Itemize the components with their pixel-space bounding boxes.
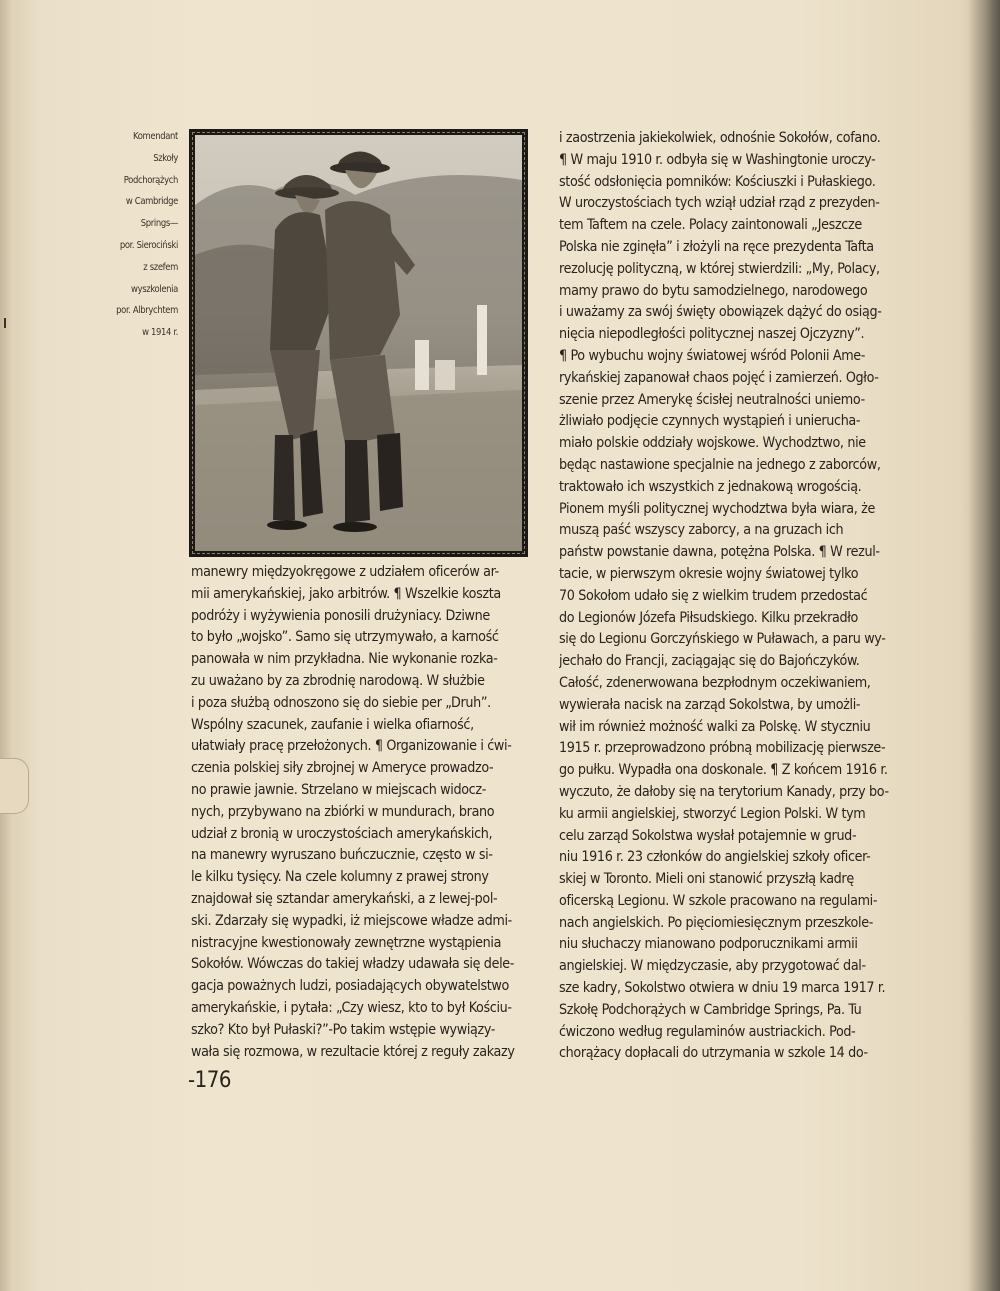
photograph-two-officers	[195, 135, 522, 551]
text-line: to było „wojsko”. Samo się utrzymywało, a karność	[191, 629, 499, 646]
text-line: podróży i wyżywienia ponosili drużyniacy. Dziwne	[191, 607, 490, 624]
text-line: ćwiczono według regulaminów austriackich. Pod-	[559, 1023, 856, 1040]
text-line: nięcia niepodległości politycznej naszej Ojczyzny”.	[559, 326, 865, 343]
caption-line: z szefem	[143, 261, 178, 273]
caption-line: Szkoły	[153, 152, 178, 164]
text-line: nistracyjne kwestionowały zewnętrzne wystąpienia	[191, 934, 502, 951]
text-line: tacie, w pierwszym okresie wojny światowej tylko	[559, 565, 859, 582]
text-line: i poza służbą odnoszono się do siebie per „Druh”.	[191, 694, 491, 711]
caption-line: Springs—	[140, 218, 178, 230]
caption-line: w 1914 r.	[142, 327, 178, 339]
text-line: do Legionów Józefa Piłsudskiego. Kilku przekradło	[559, 609, 858, 626]
text-line: stość odsłonięcia pomników: Kościuszki i Pułaskiego.	[559, 173, 876, 190]
text-line: le kilku tysięcy. Na czele kolumny z prawej strony	[191, 869, 489, 886]
text-line: 70 Sokołom udało się z wielkim trudem przedostać	[559, 587, 868, 604]
text-line: skiej w Toronto. Mieli oni stanowić przyszłą kadrę	[559, 871, 854, 888]
text-line: 1915 r. przeprowadzono próbną mobilizację pierwsze-	[559, 740, 886, 757]
text-line: udział z bronią w uroczystościach amerykańskich,	[191, 825, 493, 842]
text-line: czenia polskiej siły zbrojnej w Ameryce prowadzo-	[191, 760, 494, 777]
text-line: ski. Zdarzały się wypadki, iż miejscowe władze admi-	[191, 912, 512, 929]
caption-line: Podchorążych	[123, 174, 178, 186]
text-line: wała się rozmowa, w rezultacie której z reguły zakazy	[191, 1043, 515, 1060]
text-line: amerykańskie, i pytała: „Czy wiesz, kto to był Kościu-	[191, 999, 512, 1016]
text-line: niu słuchaczy mianowano podporucznikami armii	[559, 936, 858, 953]
text-line: panowała w nim przykładna. Nie wykonanie rozka-	[191, 651, 498, 668]
text-line: ułatwiały pracę przełożonych. ¶ Organizowanie i ćwi-	[191, 738, 512, 755]
text-line: no prawie jawnie. Strzelano w miejscach widocz-	[191, 781, 486, 798]
text-line: rykańskiej zapanował chaos pojęć i zamierzeń. Ogło-	[559, 369, 879, 386]
text-line: na manewry wyruszano buńczucznie, często w si-	[191, 847, 493, 864]
text-line: traktowało ich wszystkich z jednakową wrogością.	[559, 478, 862, 495]
text-line: nach angielskich. Po pięciomiesięcznym przeszkole-	[559, 914, 873, 931]
text-line: państw powstanie dawna, potężna Polska. ¶ W rezul-	[559, 544, 880, 561]
text-line: tem Taftem na czele. Polacy zaintonowali „Jeszcze	[559, 217, 862, 234]
text-line: niu 1916 r. 23 członków do angielskiej szkoły oficer-	[559, 849, 871, 866]
text-line: i zaostrzenia jakiekolwiek, odnośnie Sokołów, cofano.	[559, 130, 881, 146]
text-line: Polska nie zginęła” i złożyli na ręce prezydenta Tafta	[559, 238, 874, 255]
caption-line: por. Sierociński	[119, 239, 178, 251]
text-line: rezolucję polityczną, w której stwierdzili: „My, Polacy,	[559, 260, 880, 277]
text-line: Wspólny szacunek, zaufanie i wielka ofiarność,	[191, 716, 474, 733]
text-line: miało polskie oddziały wojskowe. Wychodztwo, nie	[559, 435, 866, 452]
text-line: mamy prawo do bytu samodzielnego, narodowego	[559, 282, 868, 299]
text-line: mii amerykańskiej, jako arbitrów. ¶ Wszelkie koszta	[191, 585, 501, 602]
text-line: szenie przez Amerykę ścisłej neutralności uniemo-	[559, 391, 865, 408]
text-line: ku armii angielskiej, stworzyć Legion Polski. W tym	[559, 805, 866, 822]
caption-line: w Cambridge	[125, 196, 178, 208]
text-line: celu zarząd Sokolstwa wysłał potajemnie w grud-	[559, 827, 857, 844]
text-line: zu uważano by za zbrodnię narodową. W służbie	[191, 672, 485, 689]
text-line: go pułku. Wypadła ona doskonale. ¶ Z końcem 1916 r.	[559, 762, 888, 779]
text-line: Całość, zdenerwowana bezpłodnym oczekiwaniem,	[559, 674, 871, 691]
text-line: muszą paść wszyscy zaborcy, a na gruzach ich	[559, 522, 844, 539]
text-line: sze kadry, Sokolstwo otwiera w dniu 19 marca 1917 r.	[559, 980, 886, 997]
text-line: nych, przybywano na zbiórki w mundurach, brano	[191, 803, 495, 820]
text-line: wyczuto, że dałoby się na terytorium Kanady, przy bo-	[559, 783, 889, 800]
caption-line: por. Albrychtem	[116, 305, 178, 317]
text-line: gacja poważnych ludzi, posiadających obywatelstwo	[191, 978, 509, 995]
page-edge	[0, 0, 14, 1291]
text-line: Pionem myśli politycznej wychodztwa była wiara, że	[559, 500, 875, 517]
text-line: angielskiej. W międzyczasie, aby przygotować dal-	[559, 958, 866, 975]
text-line: ¶ W maju 1910 r. odbyła się w Washingtonie uroczy-	[559, 151, 876, 168]
text-line: oficerską Legionu. W szkole pracowano na regulami-	[559, 892, 878, 909]
text-line: i uważamy za swój święty obowiązek dążyć do osiąg-	[559, 304, 882, 321]
caption-line: Komendant	[132, 131, 178, 142]
text-line: się do Legionu Gorczyńskiego w Puławach, a paru wy-	[559, 631, 886, 648]
photo-caption	[112, 126, 178, 344]
text-line: szko? Kto był Pułaski?”-Po takim wstępie wywiązy-	[191, 1021, 496, 1038]
caption-line: wyszkolenia	[131, 283, 178, 295]
text-line: będąc nastawione specjalnie na jednego z zaborców,	[559, 456, 881, 473]
text-line: wił im również możność walki za Polskę. W styczniu	[559, 718, 871, 735]
binding-shadow	[968, 0, 1000, 1291]
text-line: jechało do Francji, zaciągając się do Bajończyków.	[559, 653, 860, 670]
text-line: manewry międzyokręgowe z udziałem oficerów ar-	[191, 564, 499, 580]
text-line: wywierała nacisk na zarząd Sokolstwa, by umożli-	[559, 696, 861, 713]
text-line: żliwiało podjęcie czynnych wystąpień i unierucha-	[559, 413, 861, 430]
page-number: -176	[188, 1068, 231, 1093]
text-column-right	[559, 128, 911, 1065]
text-line: Szkołę Podchorążych w Cambridge Springs, Pa. Tu	[559, 1001, 862, 1018]
text-line: W uroczystościach tych wziął udział rząd z prezyden-	[559, 195, 880, 212]
text-line: znajdował się sztandar amerykański, a z lewej-pol-	[191, 890, 498, 907]
text-line: ¶ Po wybuchu wojny światowej wśród Polonii Ame-	[559, 347, 866, 364]
photo-frame	[189, 129, 528, 557]
text-line: Sokołów. Wówczas do takiej władzy udawała się dele-	[191, 956, 515, 973]
text-line: chorążacy dopłacali do utrzymania w szkole 14 do-	[559, 1045, 868, 1062]
margin-mark	[4, 318, 6, 328]
text-column-left	[191, 562, 541, 1063]
page-tab-notch	[0, 758, 29, 814]
